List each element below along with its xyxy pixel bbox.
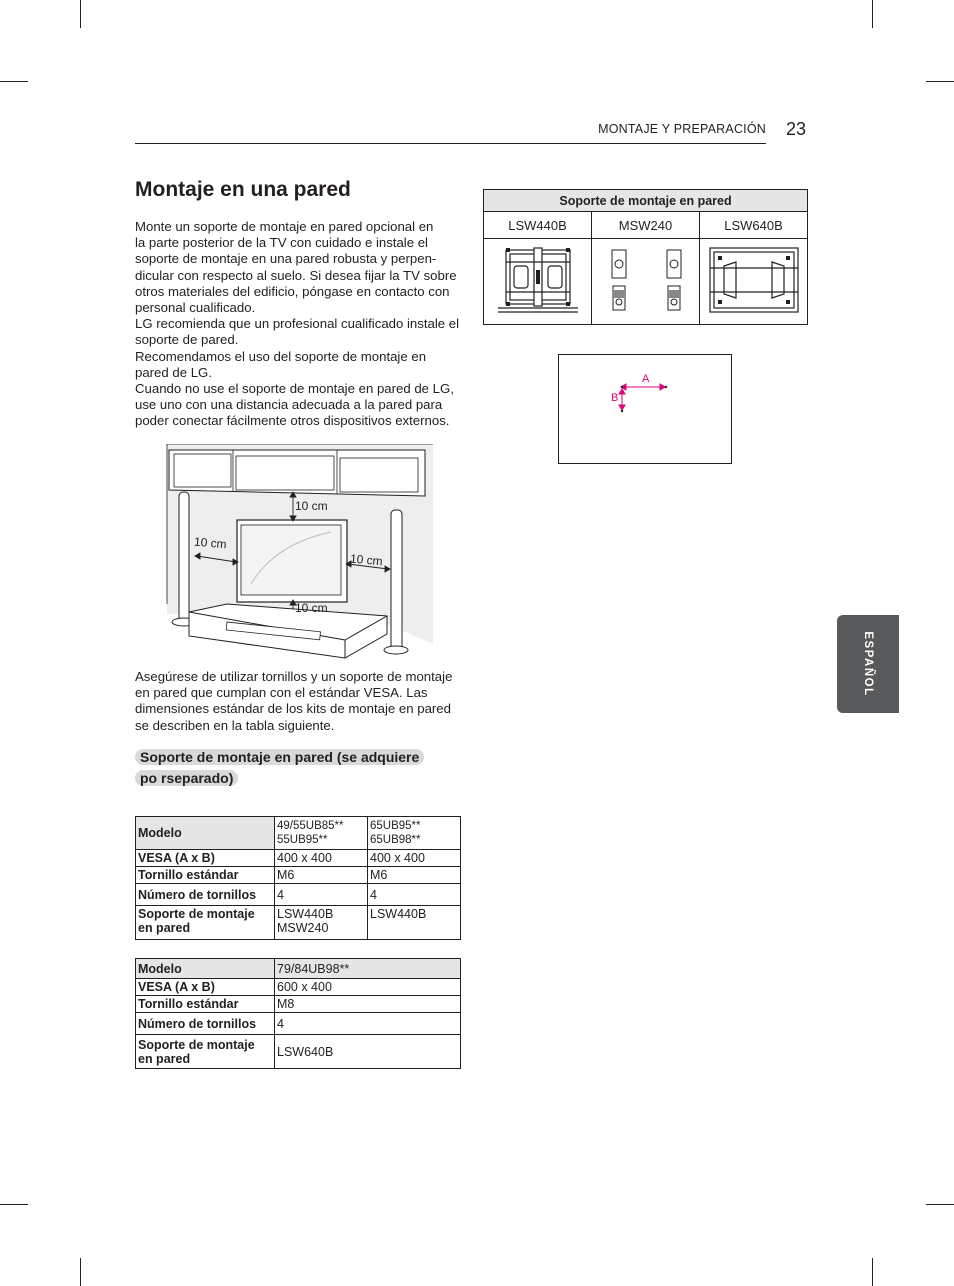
mount-name: MSW240 <box>592 212 700 239</box>
section-title: MONTAJE Y PREPARACIÓN <box>598 122 766 136</box>
table-cell: 600 x 400 <box>275 979 461 996</box>
subheading-line: po rseparado) <box>135 770 238 786</box>
page-number: 23 <box>786 119 807 139</box>
intro-line: la parte posterior de la TV con cuidado e instale el <box>135 235 428 251</box>
table-row <box>484 212 808 239</box>
subheading <box>135 747 424 789</box>
vesa-line: Asegúrese de utilizar tornillos y un soporte de montaje <box>135 669 453 684</box>
msw240-bracket-image <box>596 242 696 318</box>
intro-line: dicular con respecto al suelo. Si desea fijar la TV sobre <box>135 267 457 283</box>
intro-line: LG recomienda que un profesional cualificado instale el <box>135 316 460 332</box>
table-row <box>136 884 461 906</box>
table-cell: LSW440B <box>368 906 461 940</box>
mount-table <box>483 189 808 325</box>
cell-line: LSW440B <box>277 907 334 921</box>
intro-line: poder conectar fácilmente otros dispositivos externos. <box>135 413 450 429</box>
intro-line: otros materiales del edificio, póngase en contacto con <box>135 283 450 299</box>
table-cell <box>700 239 808 325</box>
intro-line: Recomendamos el uso del soporte de montaje en <box>135 348 427 364</box>
vesa-line: dimensiones estándar de los kits de montaje en pared <box>135 701 451 717</box>
spec-table-2 <box>135 958 461 1069</box>
table-cell <box>136 1035 275 1069</box>
lsw640b-bracket-image <box>702 242 806 318</box>
table-cell: 79/84UB98** <box>275 959 461 979</box>
table-cell: Tornillo estándar <box>136 996 275 1013</box>
vesa-line: se describen en la tabla siguiente. <box>135 717 335 733</box>
table-cell <box>368 817 461 850</box>
table-cell: M8 <box>275 996 461 1013</box>
table-cell <box>275 817 368 850</box>
spec-table-1 <box>135 816 461 940</box>
table-cell: 4 <box>275 1013 461 1035</box>
language-tab-label: ESPAÑOL <box>862 631 874 697</box>
lsw440b-bracket-image <box>488 242 588 318</box>
table-cell <box>484 239 592 325</box>
table-cell: Número de tornillos <box>136 1013 275 1035</box>
table-row <box>136 867 461 884</box>
table-cell: 4 <box>368 884 461 906</box>
intro-line: pared de LG. <box>135 364 212 380</box>
table-cell: Modelo <box>136 817 275 850</box>
mount-name: LSW640B <box>700 212 808 239</box>
table-cell: VESA (A x B) <box>136 850 275 867</box>
table-row <box>136 979 461 996</box>
crop-mark <box>80 0 81 28</box>
cell-line: 49/55UB85** <box>277 820 344 832</box>
intro-line: use uno con una distancia adecuada a la pared para <box>135 397 443 413</box>
table-cell: Número de tornillos <box>136 884 275 906</box>
page-title: Montaje en una pared <box>135 178 351 201</box>
table-cell: 400 x 400 <box>275 850 368 867</box>
table-row <box>136 906 461 940</box>
cell-line: MSW240 <box>277 921 329 935</box>
table-cell: VESA (A x B) <box>136 979 275 996</box>
vesa-text <box>135 669 465 734</box>
table-cell: M6 <box>275 867 368 884</box>
table-cell <box>136 906 275 940</box>
cell-line: Soporte de montaje <box>138 907 255 921</box>
table-cell: 4 <box>275 884 368 906</box>
intro-line: Cuando no use el soporte de montaje en pared de LG, <box>135 381 454 397</box>
vesa-arrows <box>559 355 731 463</box>
crop-mark <box>872 0 873 28</box>
cell-line: Soporte de montaje <box>138 1037 255 1052</box>
language-tab <box>837 615 899 713</box>
clearance-right-label: 10 cm <box>349 551 384 569</box>
intro-line: soporte de montaje en una pared robusta y perpen- <box>135 251 437 267</box>
cell-line: en pared <box>138 1051 191 1066</box>
header-rule <box>135 143 766 144</box>
intro-text <box>135 219 465 430</box>
vesa-dimension-diagram <box>558 354 732 464</box>
wall-mount-clearance-illustration <box>155 444 445 666</box>
crop-mark <box>0 81 28 82</box>
table-cell: LSW640B <box>275 1035 461 1069</box>
crop-mark <box>0 1204 28 1205</box>
dimension-a-label: A <box>642 373 650 385</box>
clearance-bottom-label: 10 cm <box>295 601 328 615</box>
table-row <box>136 996 461 1013</box>
cell-line: 65UB98** <box>370 834 421 846</box>
table-cell: Tornillo estándar <box>136 867 275 884</box>
cell-line: 65UB95** <box>370 820 421 832</box>
crop-mark <box>872 1258 873 1286</box>
table-row <box>484 239 808 325</box>
intro-line: personal cualificado. <box>135 300 256 316</box>
crop-mark <box>80 1258 81 1286</box>
crop-mark <box>926 1204 954 1205</box>
clearance-top-label: 10 cm <box>295 499 328 513</box>
table-row <box>136 850 461 867</box>
subheading-line: Soporte de montaje en pared (se adquiere <box>135 749 424 765</box>
table-row <box>484 190 808 212</box>
cell-line: 55UB95** <box>277 834 328 846</box>
table-cell <box>592 239 700 325</box>
table-row <box>136 817 461 850</box>
table-cell: 400 x 400 <box>368 850 461 867</box>
mount-name: LSW440B <box>484 212 592 239</box>
table-cell: M6 <box>368 867 461 884</box>
table-cell <box>275 906 368 940</box>
table-row <box>136 1013 461 1035</box>
vesa-line: en pared que cumplan con el estándar VESA. Las <box>135 685 428 701</box>
cell-line: en pared <box>138 921 191 935</box>
clearance-left-label: 10 cm <box>193 534 228 552</box>
table-row <box>136 959 461 979</box>
intro-line: soporte de pared. <box>135 332 239 348</box>
table-row <box>136 1035 461 1069</box>
table-cell: Modelo <box>136 959 275 979</box>
mount-table-title: Soporte de montaje en pared <box>484 190 808 212</box>
crop-mark <box>926 81 954 82</box>
dimension-b-label: B <box>611 392 619 404</box>
intro-line: Monte un soporte de montaje en pared opcional en <box>135 219 434 234</box>
